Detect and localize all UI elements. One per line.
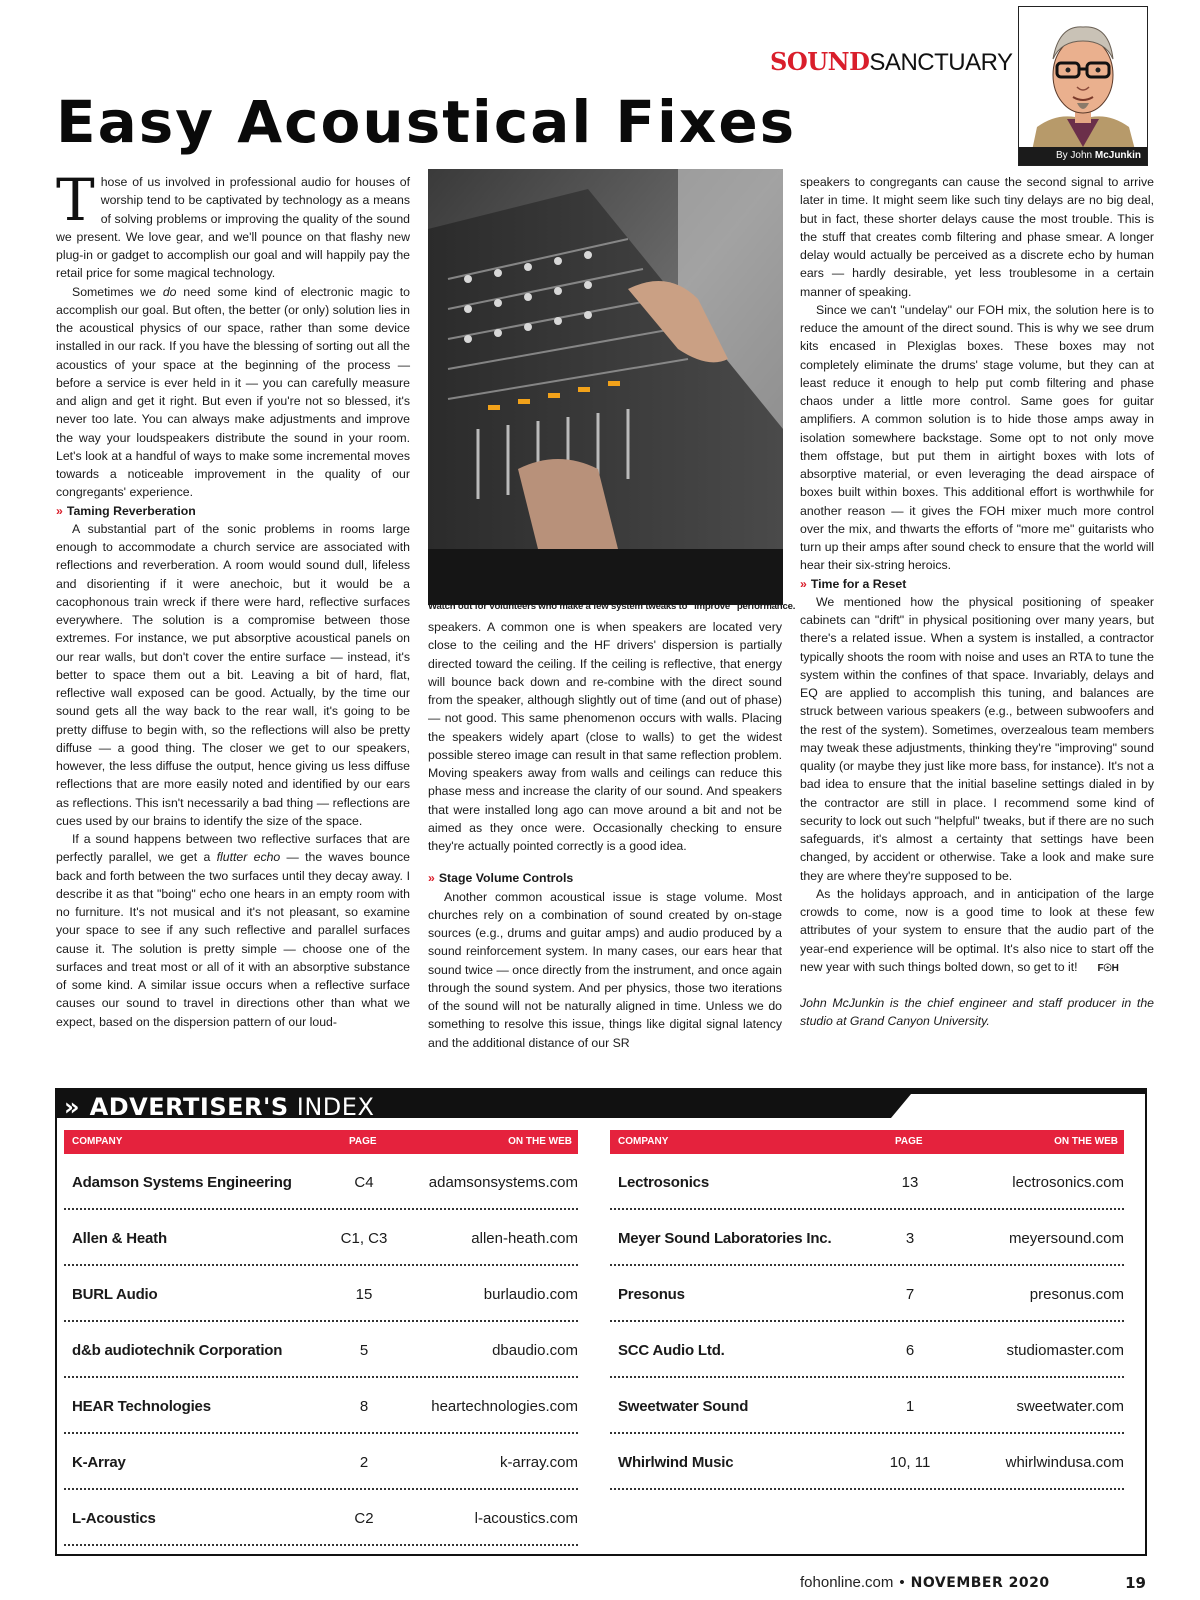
paragraph: We mentioned how the physical positioning of speaker cabinets can "drift" in physical positioning over many years, but there's a related issue. When a system is installed, a contractor typically shoots the room with noise and uses an RTA to tune the system within the confines of that space. Invariably, delays and EQ are applied to accomplish this tuning, and balances are struck between various speakers (e.g., between subwoofers and the rest of the system). Sometimes, overzealous team members may tweak these adjustments, thinking they're "improving" sound quality (or maybe they just like more bass, for instance). It's not a bad idea to ensure that the initial baseline settings dialed in by the contractor are still in place. I recommend some kind of security to lock out such "helpful" tweaks, but if there are no such safeguards, it's almost a certainty that settings have been changed, by accident or otherwise. Take a look and make sure they are where they're supposed to be. (800, 594, 1154, 883)
company-name: Lectrosonics (618, 1174, 709, 1191)
table-header (610, 1130, 1124, 1154)
paragraph: A substantial part of the sonic problems in rooms large enough to accommodate a church service are associated with reflections and reverberation. A room would sound dull, lifeless and disorienting if it were anechoic, but it would be a cacophonous train wreck if there were hard, reflective surfaces everywhere. The solution is a compromise between those extremes. For instance, we put absorptive acoustical panels on our rear walls, but don't cover the entire surface — instead, it's better to space them out a bit. Leaving a bit of hard, flat, reflective wall exposed can be good. Actually, by the time our sound gets all the way back to the rear wall, it's going to be pretty diffuse to begin with, so the reflections will also be pretty diffuse — a good thing. The closer we get to our speakers, however, the less diffuse the output, hence giving us less diffuse reflections that are more easily noted and identified by our ears as reflections. This isn't necessarily a bad thing — reflections are cues used by our brains to identify the size of the space. (56, 521, 410, 828)
page-ref: 2 (359, 1454, 369, 1471)
brand-sanctuary: SANCTUARY (869, 49, 1013, 76)
table-row (64, 1210, 578, 1266)
company-name: Whirlwind Music (618, 1454, 734, 1471)
paragraph: speakers to congregants can cause the second signal to arrive later in time. It might seem like such tiny delays are no big deal, but in fact, these shorter delays cause the most trouble. This is the stuff that creates comb filtering and phase smear. A longer delay would actually be perceived as a discrete echo by human ears — hardly desirable, yet less troublesome in a certain manner of speaking. (800, 175, 1154, 299)
author-bio: John McJunkin is the chief engineer and staff producer in the studio at Grand Canyon University. (800, 996, 1154, 1029)
text-run: — the waves bounce back and forth between the two surfaces until they decay away. I describe it as that "boing" echo one hears in an empty room with no furniture. It's not musical and it's not pleasant, so examine your space to see if any such reflective and parallel surfaces cause it. The solution is pretty simple — choose one of the surfaces and treat most or all of it with an absorptive substance of some kind. A similar issue occurs when a reflective surface causes our sound to travel in directions other than what we expect, based on the dispersion pattern of our loud- (56, 850, 410, 1029)
website: l-acoustics.com (474, 1510, 578, 1527)
advertisers-table-right (610, 1130, 1124, 1490)
photo-caption: Watch out for volunteers who make a few system tweaks to "improve" performance. (428, 601, 796, 612)
intro-text: hose of us involved in professional audio for houses of worship tend to be captivated by technology as a means of solving problems or improving the quality of the sound we present. We love gear, and we'll pounce on that flashy new plug-in or gadget to accomplish our goal and will happily pay the retail price for some magical technology. (56, 175, 410, 281)
subhead-stage-volume (428, 869, 782, 887)
table-row (610, 1210, 1124, 1266)
text-run: Sometimes we (72, 284, 163, 299)
chevron-double-right-icon: » (64, 1093, 74, 1121)
header-company: COMPANY (618, 1136, 669, 1147)
website: k-array.com (499, 1454, 578, 1471)
author-caricature-icon (1019, 7, 1147, 165)
table-row (610, 1322, 1124, 1378)
header-page: PAGE (349, 1136, 377, 1147)
text-run: If a sound happens between two reflective surfaces that are perfectly parallel, we get a (56, 832, 410, 865)
subhead-taming-reverberation (56, 502, 410, 520)
header-company: COMPANY (72, 1136, 123, 1147)
footer-site: fohonline.com (800, 1574, 894, 1591)
company-name: Presonus (618, 1286, 685, 1303)
table-header (64, 1130, 578, 1154)
company-name: L-Acoustics (72, 1510, 156, 1527)
website: whirlwindusa.com (1005, 1454, 1124, 1471)
byline-by: By John (1055, 150, 1095, 161)
table-row (64, 1154, 578, 1210)
subhead-text: Taming Reverberation (66, 503, 196, 518)
company-name: BURL Audio (72, 1286, 158, 1303)
paragraph (56, 283, 410, 502)
author-portrait (1018, 6, 1148, 166)
table-row (64, 1490, 578, 1546)
article-column-3 (800, 173, 1154, 1031)
website: sweetwater.com (1016, 1398, 1124, 1415)
emphasis: flutter echo (216, 850, 281, 865)
header-web: ON THE WEB (1054, 1136, 1118, 1147)
company-name: Adamson Systems Engineering (72, 1174, 292, 1191)
page-ref: C4 (354, 1174, 374, 1191)
page-ref: 6 (905, 1342, 915, 1359)
table-row (64, 1378, 578, 1434)
foh-end-mark: F☉H (1097, 962, 1119, 974)
text-run: As the holidays approach, and in anticipation of the large crowds to come, now is a good time to look at these few attributes of your system to ensure that the audio part of the year-end experience will be optimal. It's also nice to start off the new year with such things bolted down, so get to it! (800, 886, 1154, 974)
company-name: Meyer Sound Laboratories Inc. (618, 1230, 832, 1247)
header-web: ON THE WEB (508, 1136, 572, 1147)
advertisers-index-title (64, 1092, 374, 1122)
byline (1019, 147, 1147, 165)
website: studiomaster.com (1006, 1342, 1124, 1359)
paragraph (56, 830, 410, 1031)
page-ref: 15 (355, 1286, 373, 1303)
page-footer (800, 1573, 1146, 1593)
mixing-console-image-icon (428, 169, 783, 605)
table-row (64, 1266, 578, 1322)
page-number: 19 (1125, 1574, 1146, 1592)
title-light: INDEX (296, 1093, 375, 1121)
footer-bullet: • (899, 1574, 905, 1591)
mixing-console-photo (428, 169, 783, 605)
chevron-double-right-icon: » (56, 503, 63, 518)
company-name: Allen & Heath (72, 1230, 167, 1247)
chevron-double-right-icon: » (800, 576, 807, 591)
website: allen-heath.com (471, 1230, 578, 1247)
emphasis: do (162, 284, 177, 299)
subhead-text: Stage Volume Controls (438, 871, 574, 886)
article-column-2 (428, 618, 782, 1052)
page-ref: C1, C3 (340, 1230, 388, 1247)
table-row (64, 1322, 578, 1378)
advertisers-table-left (64, 1130, 578, 1546)
website: presonus.com (1029, 1286, 1124, 1303)
page-ref: 5 (359, 1342, 369, 1359)
paragraph: Since we can't "undelay" our FOH mix, the solution here is to reduce the amount of the direct sound. This is why we see drum kits encased in Plexiglas boxes. These boxes may not completely eliminate the drums' stage volume, but they can at least reduce it enough to help put comb filtering and phase chaos under a little more control. Same goes for guitar amplifiers. A common solution is to hide those amps away in isolation somewhere backstage. Some opt to not only move them offstage, but put them in airtight boxes with lots of absorptive material, or even leveraging the dead airspace of boxes built within boxes. This additional effort is worthwhile for another reason — it gives the FOH mixer much more control over the mix, and thwarts the efforts of "more me" guitarists who turn up their amps after sound check to ensure that the world will hear their six-string heroics. (800, 302, 1154, 573)
website: adamsonsystems.com (428, 1174, 578, 1191)
table-row (610, 1434, 1124, 1490)
company-name: SCC Audio Ltd. (618, 1342, 725, 1359)
page-ref: 8 (359, 1398, 369, 1415)
article-column-1 (56, 166, 410, 1031)
paragraph: Another common acoustical issue is stage volume. Most churches rely on a combination of sound created by on-stage sources (e.g., drums and guitar amps) and audio produced by a sound reinforcement system. In many cases, our ears hear that sound twice — once directly from the instrument, and once again through the sound system. And per physics, those two iterations of the sound will not be naturally aligned in time. Unless we do something to resolve this issue, things like digital signal latency and the additional distance of our SR (428, 889, 782, 1050)
section-brand (770, 47, 1014, 78)
table-row (64, 1434, 578, 1490)
header-page: PAGE (895, 1136, 923, 1147)
text-run: need some kind of electronic magic to accomplish our goal. But often, the better (or only) solution lies in the acoustical physics of our space, rather than some device installed in our rack. If you have the blessing of sorting out all the acoustics of your space at the beginning of the process — before a service is ever held in it — you can carefully measure and align and get it right. But even if you're not so blessed, it's never too late. You can always make adjustments and improve the way your loudspeakers distribute the sound in your room. Let's look at a handful of ways to make some incremental moves towards a noticeable improvement in the quality of our congregants' experience. (56, 284, 410, 500)
company-name: Sweetwater Sound (618, 1398, 749, 1415)
table-row (610, 1266, 1124, 1322)
subhead-text: Time for a Reset (810, 576, 907, 591)
article-title: Easy Acoustical Fixes (56, 88, 797, 156)
byline-name: McJunkin (1094, 150, 1141, 161)
website: lectrosonics.com (1012, 1174, 1124, 1191)
website: meyersound.com (1008, 1230, 1124, 1247)
page-ref: C2 (354, 1510, 374, 1527)
page-ref: 1 (905, 1398, 915, 1415)
company-name: K-Array (72, 1454, 126, 1471)
page-ref: 3 (905, 1230, 915, 1247)
page-ref: 13 (901, 1174, 919, 1191)
paragraph (800, 885, 1154, 978)
website: dbaudio.com (492, 1342, 578, 1359)
table-row (610, 1378, 1124, 1434)
drop-cap: T (56, 166, 95, 234)
subhead-time-for-reset (800, 575, 1154, 593)
intro-paragraph (56, 166, 410, 283)
chevron-double-right-icon: » (428, 871, 435, 886)
brand-sound: SOUND (770, 47, 870, 76)
page-ref: 7 (905, 1286, 915, 1303)
table-row (610, 1154, 1124, 1210)
company-name: d&b audiotechnik Corporation (72, 1342, 283, 1359)
page-ref: 10, 11 (889, 1454, 931, 1471)
footer-issue: NOVEMBER 2020 (910, 1575, 1050, 1591)
company-name: HEAR Technologies (72, 1398, 211, 1415)
website: burlaudio.com (483, 1286, 578, 1303)
website: heartechnologies.com (431, 1398, 578, 1415)
paragraph: speakers. A common one is when speakers are located very close to the ceiling and the HF drivers' dispersion is partially directed toward the ceiling. If the ceiling is reflective, that energy will bounce back down and re-combine with the direct sound from the speaker, although slightly out of time (and out of phase) — not good. This same phenomenon occurs with walls. Placing the speakers widely apart (close to walls) to get the widest possible stereo image can result in that same reflection problem. Moving speakers away from walls and ceilings can reduce this phase mess and increase the clarity of our sound. And speakers that were installed long ago can move around a bit and not be aimed as they once were. Occasionally checking to ensure they're actually pointed correctly is a good idea. (428, 620, 782, 853)
title-bold: ADVERTISER'S (89, 1093, 289, 1121)
